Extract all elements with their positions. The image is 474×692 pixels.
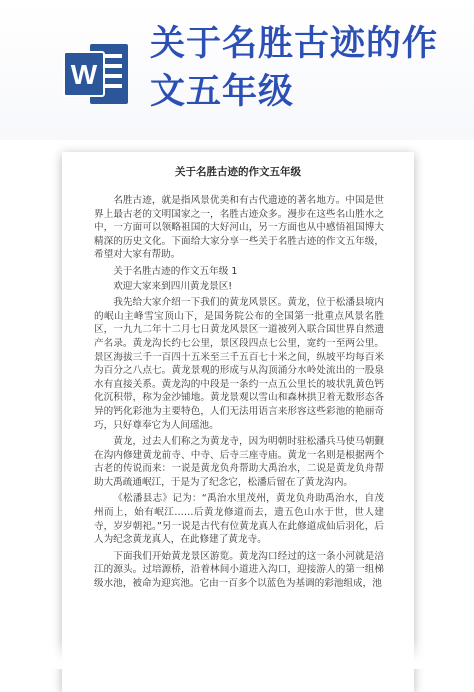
paragraph-intro: 名胜古迹，就是指风景优美和有古代遗迹的著名地方。中国是世界上最古老的文明国家之一，名胜古迹众多。漫步在这些名山胜水之中，一方面可以领略祖国的大好河山，另一方面也从中感悟祖国博大精深的历史文化。下面给大家分享一些关于名胜古迹的作文五年级，希望对大家有帮助。 xyxy=(94,195,384,261)
bottom-fade xyxy=(0,640,474,669)
document-title: 关于名胜古迹的作文五年级 xyxy=(175,166,301,178)
paragraph-welcome: 欢迎大家来到四川黄龙景区! xyxy=(113,280,233,292)
section-heading: 关于名胜古迹的作文五年级 1 xyxy=(113,265,238,277)
document-page xyxy=(62,152,414,692)
banner xyxy=(0,0,474,140)
paragraph-tour: 下面我们开始黄龙景区游览。黄龙沟口经过的这一条小河就是涪江的源头。过培源桥，沿着林间小道进入沟口，迎接游人的第一组梯级水池，被命为迎宾池。它由一百多个以蓝色为基调的彩池组成，池 xyxy=(94,550,384,590)
logo-letter: W xyxy=(70,59,98,90)
paragraph-overview: 我先给大家介绍一下我们的黄龙风景区。黄龙，位于松潘县境内的岷山主峰雪宝顶山下，是国务院公布的全国第一批重点风景名胜区，一九九二年十二月七日黄龙风景区一道被列入联合国世界自然遗产名录。黄龙沟长约七公里，景区段四点七公里，宽约一至两公里。景区海拔三千一百四十五米至三千五百七十米之间，纵坡平均每百米为百分之八点七。黄龙景观的形成与从沟顶涌分水岭处流出的一股泉水有直接关系。黄龙沟的中段是一条约一点五公里长的坡状乳黄色钙化沉积带，称为金沙铺地。黄龙景观以雪山和森林拱卫着无数形态各异的钙化彩池为主要特色，人们无法用语言来形容这些彩池的艳丽奇巧，只好尊奉它为人间瑶池。 xyxy=(94,297,384,431)
word-logo-icon xyxy=(60,38,132,110)
paragraph-annals: 《松潘县志》记为：“禹治水里茂州，黄龙负舟助禹治水，自茂州而上，始有岷江……后黄龙修道而去，遗五色山水于世，世人建寺，岁岁朝祀。”另一说是古代有位黄龙真人在此修道成仙后羽化，后人为纪念黄龙真人，在此修建了黄龙寺。 xyxy=(94,493,384,546)
document-body xyxy=(94,194,384,592)
banner-title: 关于名胜古迹的作文五年级 xyxy=(150,24,439,112)
paragraph-history: 黄龙，过去人们称之为黄龙寺，因为明朝时驻松潘兵马使马朝觐在沟内修建黄龙前寺、中寺、后寺三座寺庙。黄龙一名则是根据两个古老的传说而来：一说是黄龙负舟帮助大禹治水，二说是黄龙负舟帮助大禹疏通岷江，于是为了纪念它，松潘后留在了黄龙沟内。 xyxy=(94,436,384,488)
